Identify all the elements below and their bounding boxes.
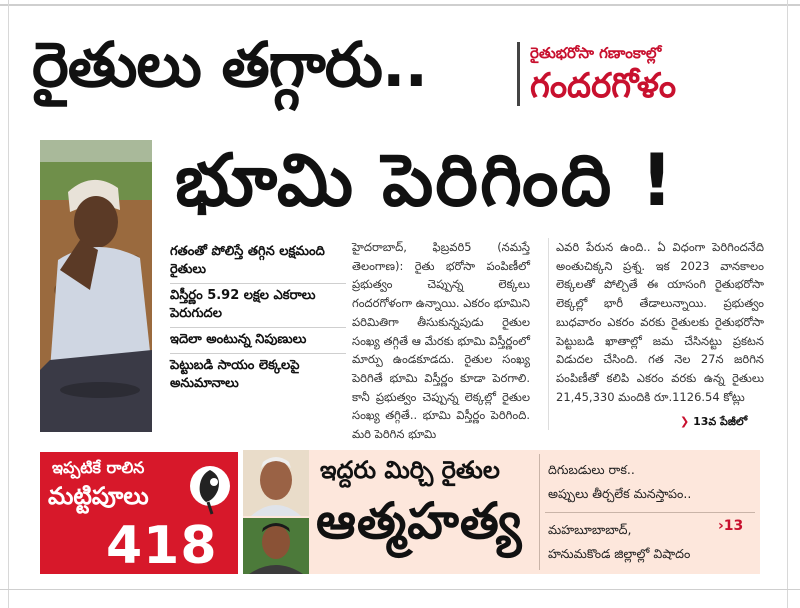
highlight-item: పెట్టుబడి సాయం లెక్కలపై అనుమానాలు bbox=[170, 358, 300, 391]
article-column-1 bbox=[352, 238, 530, 444]
victim-photo-1 bbox=[243, 450, 309, 516]
victim-photo-2 bbox=[243, 518, 309, 574]
arrow-right-icon: ❯ bbox=[680, 415, 690, 428]
subhead-1-line1: దిగుబడులు రాక.. bbox=[548, 462, 635, 477]
headline-separator bbox=[517, 42, 520, 106]
farmer-photo bbox=[40, 140, 152, 432]
highlight-item: ఇదెలా అంటున్న నిపుణులు bbox=[170, 328, 346, 354]
sidebar-line2: మట్టిపూలు bbox=[48, 482, 149, 510]
article-column-2 bbox=[556, 238, 764, 406]
continued-link[interactable] bbox=[680, 415, 747, 431]
subhead-2-line2: హనుమకొండ జిల్లాల్లో విషాదం bbox=[548, 546, 691, 561]
top-rule bbox=[0, 4, 800, 6]
article-text: హైదరాబాద్, ఫిబ్రవరి5 (నమస్తే తెలంగాణ): రైతు భరోసా పంపిణీలో ప్రభుత్వం చెప్పున్న లెక్కలు గందరగోళంగా ఉన్నాయి. ఎకరం భూమిని పరిమితిగా తీసుకున్నపుడు రైతుల సంఖ్య తగ్గితే ఆ మేరకు భూమి విస్తీర్ణంలో మార్పు ఉండకూడదు. రైతుల సంఖ్య పెరిగితే భూమి విస్తీర్ణం కూడా పెరగాలి. కానీ ప్రభుత్వం చెప్పున్న లెక్కల్లో రైతుల సంఖ్య తగ్గితే.. భూమి విస్తీర్ణం పెరిగింది. మరి పెరిగిన భూమి bbox=[352, 240, 530, 442]
story-headline-big: ఆత్మహత్య bbox=[316, 492, 523, 550]
sidebar-line1: ఇప్పటికే రాలిన bbox=[52, 458, 145, 477]
sidebar-box bbox=[40, 452, 238, 574]
tag-big: గందరగోళం bbox=[530, 66, 677, 106]
column-divider bbox=[548, 238, 549, 430]
subhead-1 bbox=[548, 458, 691, 506]
wilted-flower-icon bbox=[188, 460, 232, 516]
right-rule bbox=[787, 0, 788, 608]
subhead-divider bbox=[545, 512, 755, 513]
bottom-rule bbox=[0, 589, 800, 590]
subhead-2-line1: మహబూబాబాద్, bbox=[548, 522, 632, 537]
page-ref-number: 13 bbox=[723, 518, 744, 534]
tag-small: రైతుభరోసా గణాంకాల్లో bbox=[530, 44, 662, 62]
page-ref-link[interactable] bbox=[718, 518, 743, 534]
highlight-item: విస్తీర్ణం 5.92 లక్షల ఎకరాలు పెరుగుదల bbox=[170, 284, 346, 328]
arrow-right-icon: › bbox=[718, 518, 724, 534]
subhead-1-line2: అప్పులు తీర్చలేక మనస్తాపం.. bbox=[548, 486, 692, 501]
story-headline-small: ఇద్దరు మిర్చి రైతుల bbox=[320, 456, 500, 484]
highlights-list bbox=[170, 240, 346, 397]
main-headline: రైతులు తగ్గారు.. bbox=[32, 28, 428, 101]
article-text: ఎవరి పేరున ఉంది.. ఏ విధంగా పెరిగిందనేది అంతుచిక్కని ప్రశ్న. ఇక 2023 వానకాలం లెక్కలతో పోల్చితే ఈ యాసంగి రైతుభరోసా లెక్కల్లో భారీ తేడాలున్నాయి. ప్రభుత్వం బుధవారం ఎకరం వరకు రైతులకు రైతుభరోసా పెట్టుబడి ఖాతాల్లో జమ చేసినట్టు ప్రకటన విడుదల చేసింది. గత నెల 27న జరిగిన పంపిణీతో కలిపి ఎకరం వరకు ఉన్న రైతులు 21,45,330 మందికి రూ.1126.54 కోట్లు bbox=[556, 240, 764, 404]
left-rule bbox=[8, 0, 9, 608]
second-headline: భూమి పెరిగింది ! bbox=[175, 138, 676, 222]
continued-label: 13వ పేజీలో bbox=[693, 415, 748, 428]
story-divider bbox=[539, 454, 540, 570]
sidebar-count: 418 bbox=[106, 516, 218, 576]
subhead-2 bbox=[548, 518, 690, 566]
highlight-item: గతంతో పోలిస్తే తగ్గిన లక్షమంది రైతులు bbox=[170, 240, 346, 284]
